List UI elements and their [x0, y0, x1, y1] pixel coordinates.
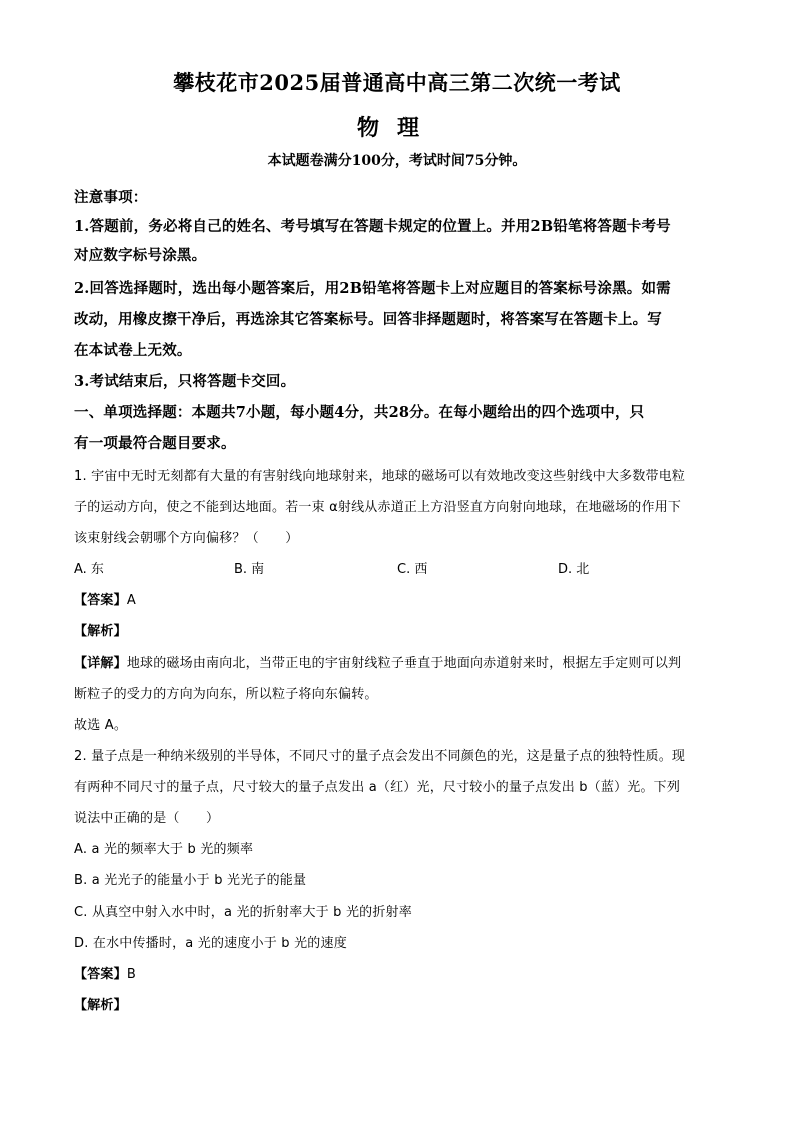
exam-title: 攀枝花市2025届普通高中高三第二次统一考试	[173, 70, 621, 95]
analysis-tag: 【解析】	[74, 624, 127, 639]
detail-tag: 【详解】	[74, 656, 127, 671]
q2-stem-line-2: 有两种不同尺寸的量子点，尺寸较大的量子点发出 a（红）光，尺寸较小的量子点发出 b（蓝）光。下列	[74, 780, 681, 795]
answer-tag: 【答案】	[74, 593, 127, 608]
q2-option-a: A. a 光的频率大于 b 光的频率	[74, 842, 254, 857]
section-heading-1: 一、单项选择题：本题共7小题，每小题4分，共28分。在每小题给出的四个选项中，只	[74, 404, 645, 421]
q1-stem-line-3: 该束射线会朝哪个方向偏移？（ ）	[74, 531, 299, 546]
q2-stem-line-1: 2. 量子点是一种纳米级别的半导体，不同尺寸的量子点会发出不同颜色的光，这是量子点的独特性质。现	[74, 749, 686, 764]
notice-heading: 注意事项：	[74, 189, 148, 206]
analysis-tag: 【解析】	[74, 998, 127, 1013]
q1-option-c: C. 西	[397, 562, 428, 577]
q1-option-a: A. 东	[74, 562, 104, 577]
notice-line-2: 对应数字标号涂黑。	[74, 247, 207, 264]
exam-meta: 本试题卷满分100分，考试时间75分钟。	[267, 153, 527, 169]
answer-value: A	[126, 593, 136, 608]
q1-stem-line-1: 1. 宇宙中无时无刻都有大量的有害射线向地球射来，地球的磁场可以有效地改变这些射线中大多数带电粒	[74, 469, 686, 484]
q1-detail-line-1	[74, 652, 681, 671]
q1-analysis-tag	[74, 620, 127, 639]
notice-line-4: 改动，用橡皮擦干净后，再选涂其它答案标号。回答非择题题时，将答案写在答题卡上。写	[74, 311, 662, 328]
q1-option-d: D. 北	[558, 562, 590, 577]
q1-detail-line-3: 故选 A。	[74, 718, 128, 733]
q1-option-b: B. 南	[234, 562, 265, 577]
q1-detail-line-2: 断粒子的受力的方向为向东，所以粒子将向东偏转。	[74, 687, 378, 702]
notice-line-1: 1.答题前，务必将自己的姓名、考号填写在答题卡规定的位置上。并用2B铅笔将答题卡考号	[74, 218, 671, 235]
notice-line-3: 2.回答选择题时，选出每小题答案后，用2B铅笔将答题卡上对应题目的答案标号涂黑。如需	[74, 280, 671, 297]
subject-title: 物理	[356, 115, 437, 141]
q1-answer	[74, 589, 136, 608]
q2-answer	[74, 963, 136, 982]
detail-text: 地球的磁场由南向北，当带正电的宇宙射线粒子垂直于地面向赤道射来时，根据左手定则可以判	[126, 656, 682, 671]
answer-value: B	[126, 967, 136, 982]
notice-line-6: 3.考试结束后，只将答题卡交回。	[74, 373, 296, 390]
q2-option-c: C. 从真空中射入水中时，a 光的折射率大于 b 光的折射率	[74, 905, 412, 920]
section-heading-2: 有一项最符合题目要求。	[74, 435, 236, 452]
q2-option-b: B. a 光光子的能量小于 b 光光子的能量	[74, 873, 307, 888]
q2-stem-line-3: 说法中正确的是（ ）	[74, 811, 220, 826]
q2-analysis-tag	[74, 994, 127, 1013]
q1-stem-line-2: 子的运动方向，使之不能到达地面。若一束 α射线从赤道正上方沿竖直方向射向地球，在地磁场的作用下	[74, 500, 682, 515]
notice-line-5: 在本试卷上无效。	[74, 342, 192, 359]
answer-tag: 【答案】	[74, 967, 127, 982]
q2-option-d: D. 在水中传播时，a 光的速度小于 b 光的速度	[74, 936, 347, 951]
